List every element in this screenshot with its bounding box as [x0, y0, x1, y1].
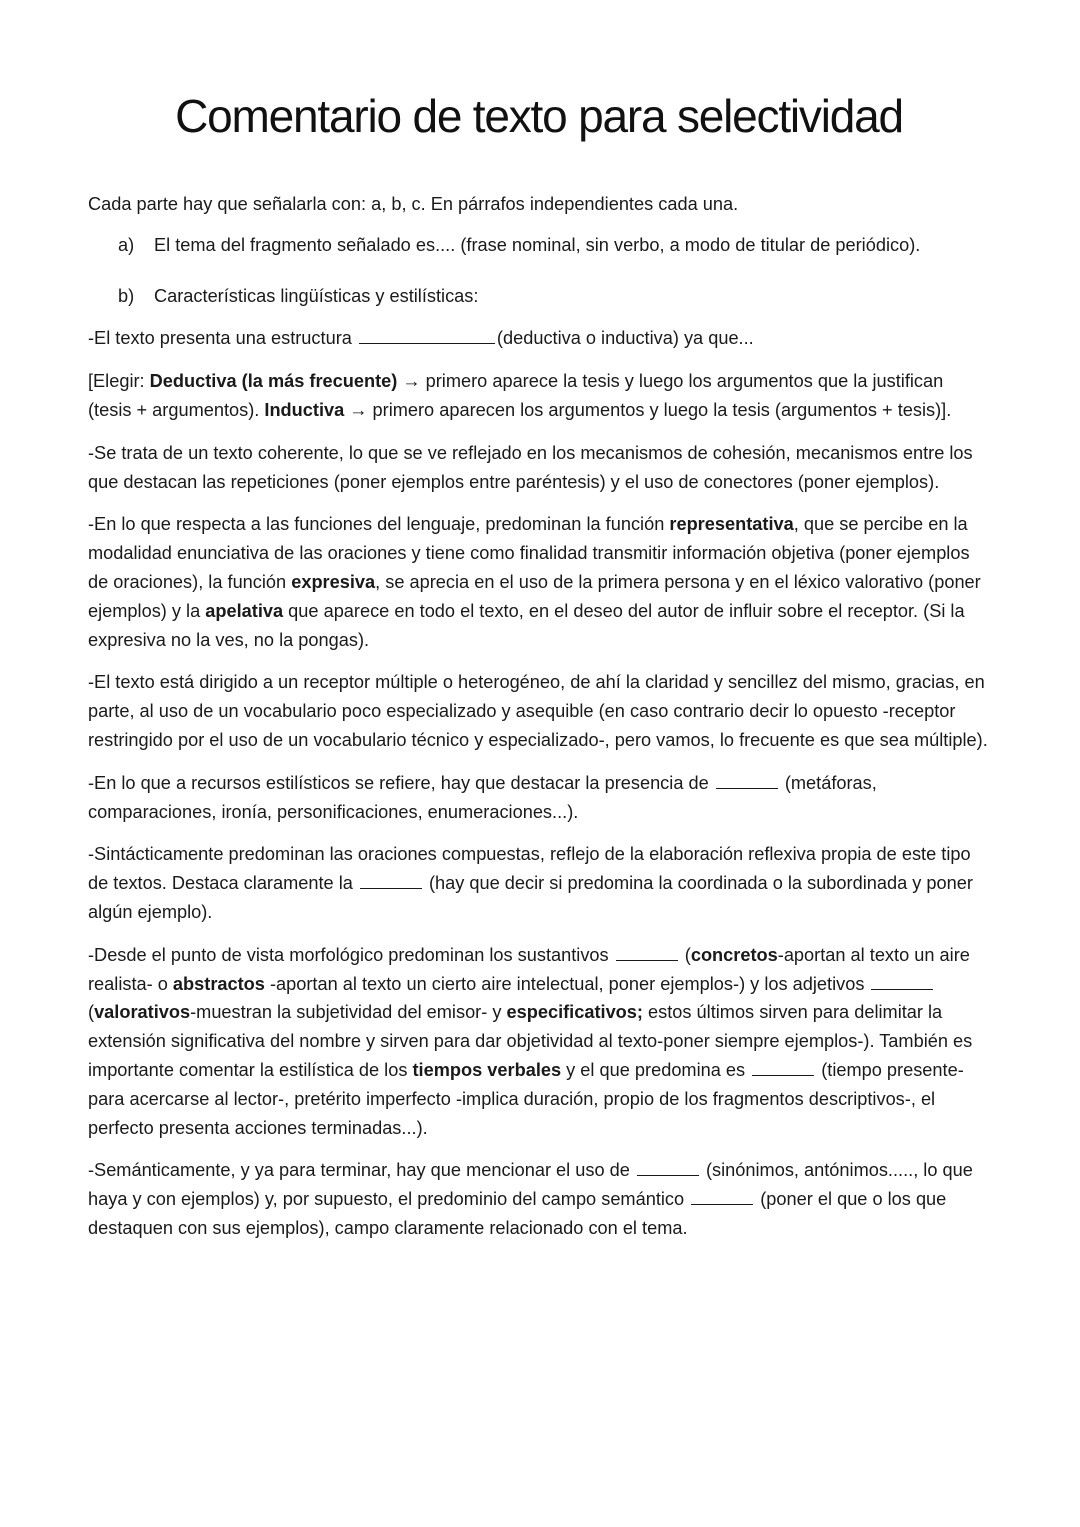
fill-blank [871, 971, 933, 990]
term-valorativos: valorativos [94, 1002, 191, 1023]
list-marker: a) [118, 234, 135, 255]
term-abstractos: abstractos [172, 973, 265, 994]
list-item-text: Características lingüísticas y estilísticas: [154, 285, 479, 306]
term-frecuente: (la más frecuente) [241, 371, 398, 392]
stylistic-paragraph: -En lo que a recursos estilísticos se refiere, hay que destacar la presencia de (metáforas, comparaciones, ironía, personificaciones, enumeraciones...). [88, 769, 990, 827]
receptor-paragraph: -El texto está dirigido a un receptor múltiple o heterogéneo, de ahí la claridad y sencillez del mismo, gracias, en parte, al uso de un vocabulario poco especializado y asequible (en caso contrario decir lo opuesto -receptor restringido por el uso de un vocabulario técnico y especializado-, pero vamos, lo frecuente es que sea múltiple). [88, 672, 988, 750]
term-inductiva: Inductiva [264, 399, 345, 420]
semantics-paragraph: -Semánticamente, y ya para terminar, hay que mencionar el uso de (sinónimos, antónimos....., lo que haya y con ejemplos) y, por supuesto, el predominio del campo semántico (poner el que o los que destaquen con sus ejemplos), campo claramente relacionado con el tema. [88, 1156, 990, 1242]
fill-blank [752, 1057, 814, 1076]
list-item-b [118, 282, 990, 311]
term-deductiva: Deductiva [149, 371, 237, 392]
fill-blank [359, 325, 495, 344]
list-item-a [118, 231, 990, 260]
term-concretos: concretos [690, 944, 778, 965]
structure-choice-paragraph: [Elegir: Deductiva (la más frecuente) → primero aparece la tesis y luego los argumentos que la justifican (tesis + argumentos). Inductiva → primero aparecen los argumentos y luego la tesis (argumentos + tesis)]. [88, 371, 952, 420]
structure-paragraph: -El texto presenta una estructura (deductiva o inductiva) ya que... [88, 324, 990, 353]
term-especificativos: especificativos; [506, 1002, 643, 1023]
fill-blank [637, 1157, 699, 1176]
page-title: Comentario de texto para selectividad [175, 90, 903, 142]
morphology-paragraph: -Desde el punto de vista morfológico predominan los sustantivos (concretos-aportan al texto un aire realista- o abstractos -aportan al texto un cierto aire intelectual, poner ejemplos-) y los adjetivos (valorativos-muestran la subjetividad del emisor- y especificativos; estos últimos sirven para delimitar la extensión significativa del nombre y sirven para dar objetividad al texto-poner siempre ejemplos-). También es importante comentar la estilística de los tiempos verbales y el que predomina es (tiempo presente-para acercarse al lector-, pretérito imperfecto -implica duración, propio de los fragmentos descriptivos-, el perfecto presenta acciones terminadas...). [88, 941, 990, 1143]
term-representativa: representativa [669, 514, 794, 535]
intro-paragraph: Cada parte hay que señalarla con: a, b, c. En párrafos independientes cada una. [88, 194, 739, 214]
fill-blank [616, 942, 678, 961]
cohesion-paragraph: -Se trata de un texto coherente, lo que se ve reflejado en los mecanismos de cohesión, mecanismos entre los que destacan las repeticiones (poner ejemplos entre paréntesis) y el uso de conectores (poner ejemplos). [88, 442, 973, 492]
fill-blank [360, 870, 422, 889]
fill-blank [716, 770, 778, 789]
fill-blank [691, 1186, 753, 1205]
list-marker: b) [118, 285, 135, 306]
syntax-paragraph: -Sintácticamente predominan las oraciones compuestas, reflejo de la elaboración reflexiva propia de este tipo de textos. Destaca claramente la (hay que decir si predomina la coordinada o la subordinada y poner algún ejemplo). [88, 844, 973, 922]
list-item-text: El tema del fragmento señalado es.... (frase nominal, sin verbo, a modo de titular de periódico). [154, 234, 921, 255]
term-tiempos-verbales: tiempos verbales [412, 1059, 562, 1080]
functions-paragraph: -En lo que respecta a las funciones del lenguaje, predominan la función representativa, que se percibe en la modalidad enunciativa de las oraciones y tiene como finalidad transmitir información objetiva (poner ejemplos de oraciones), la función expresiva, se aprecia en el uso de la primera persona y en el léxico valorativo (poner ejemplos) y la apelativa que aparece en todo el texto, en el deseo del autor de influir sobre el receptor. (Si la expresiva no la ves, no la pongas). [88, 514, 981, 650]
term-expresiva: expresiva [291, 571, 376, 592]
term-apelativa: apelativa [205, 600, 284, 621]
